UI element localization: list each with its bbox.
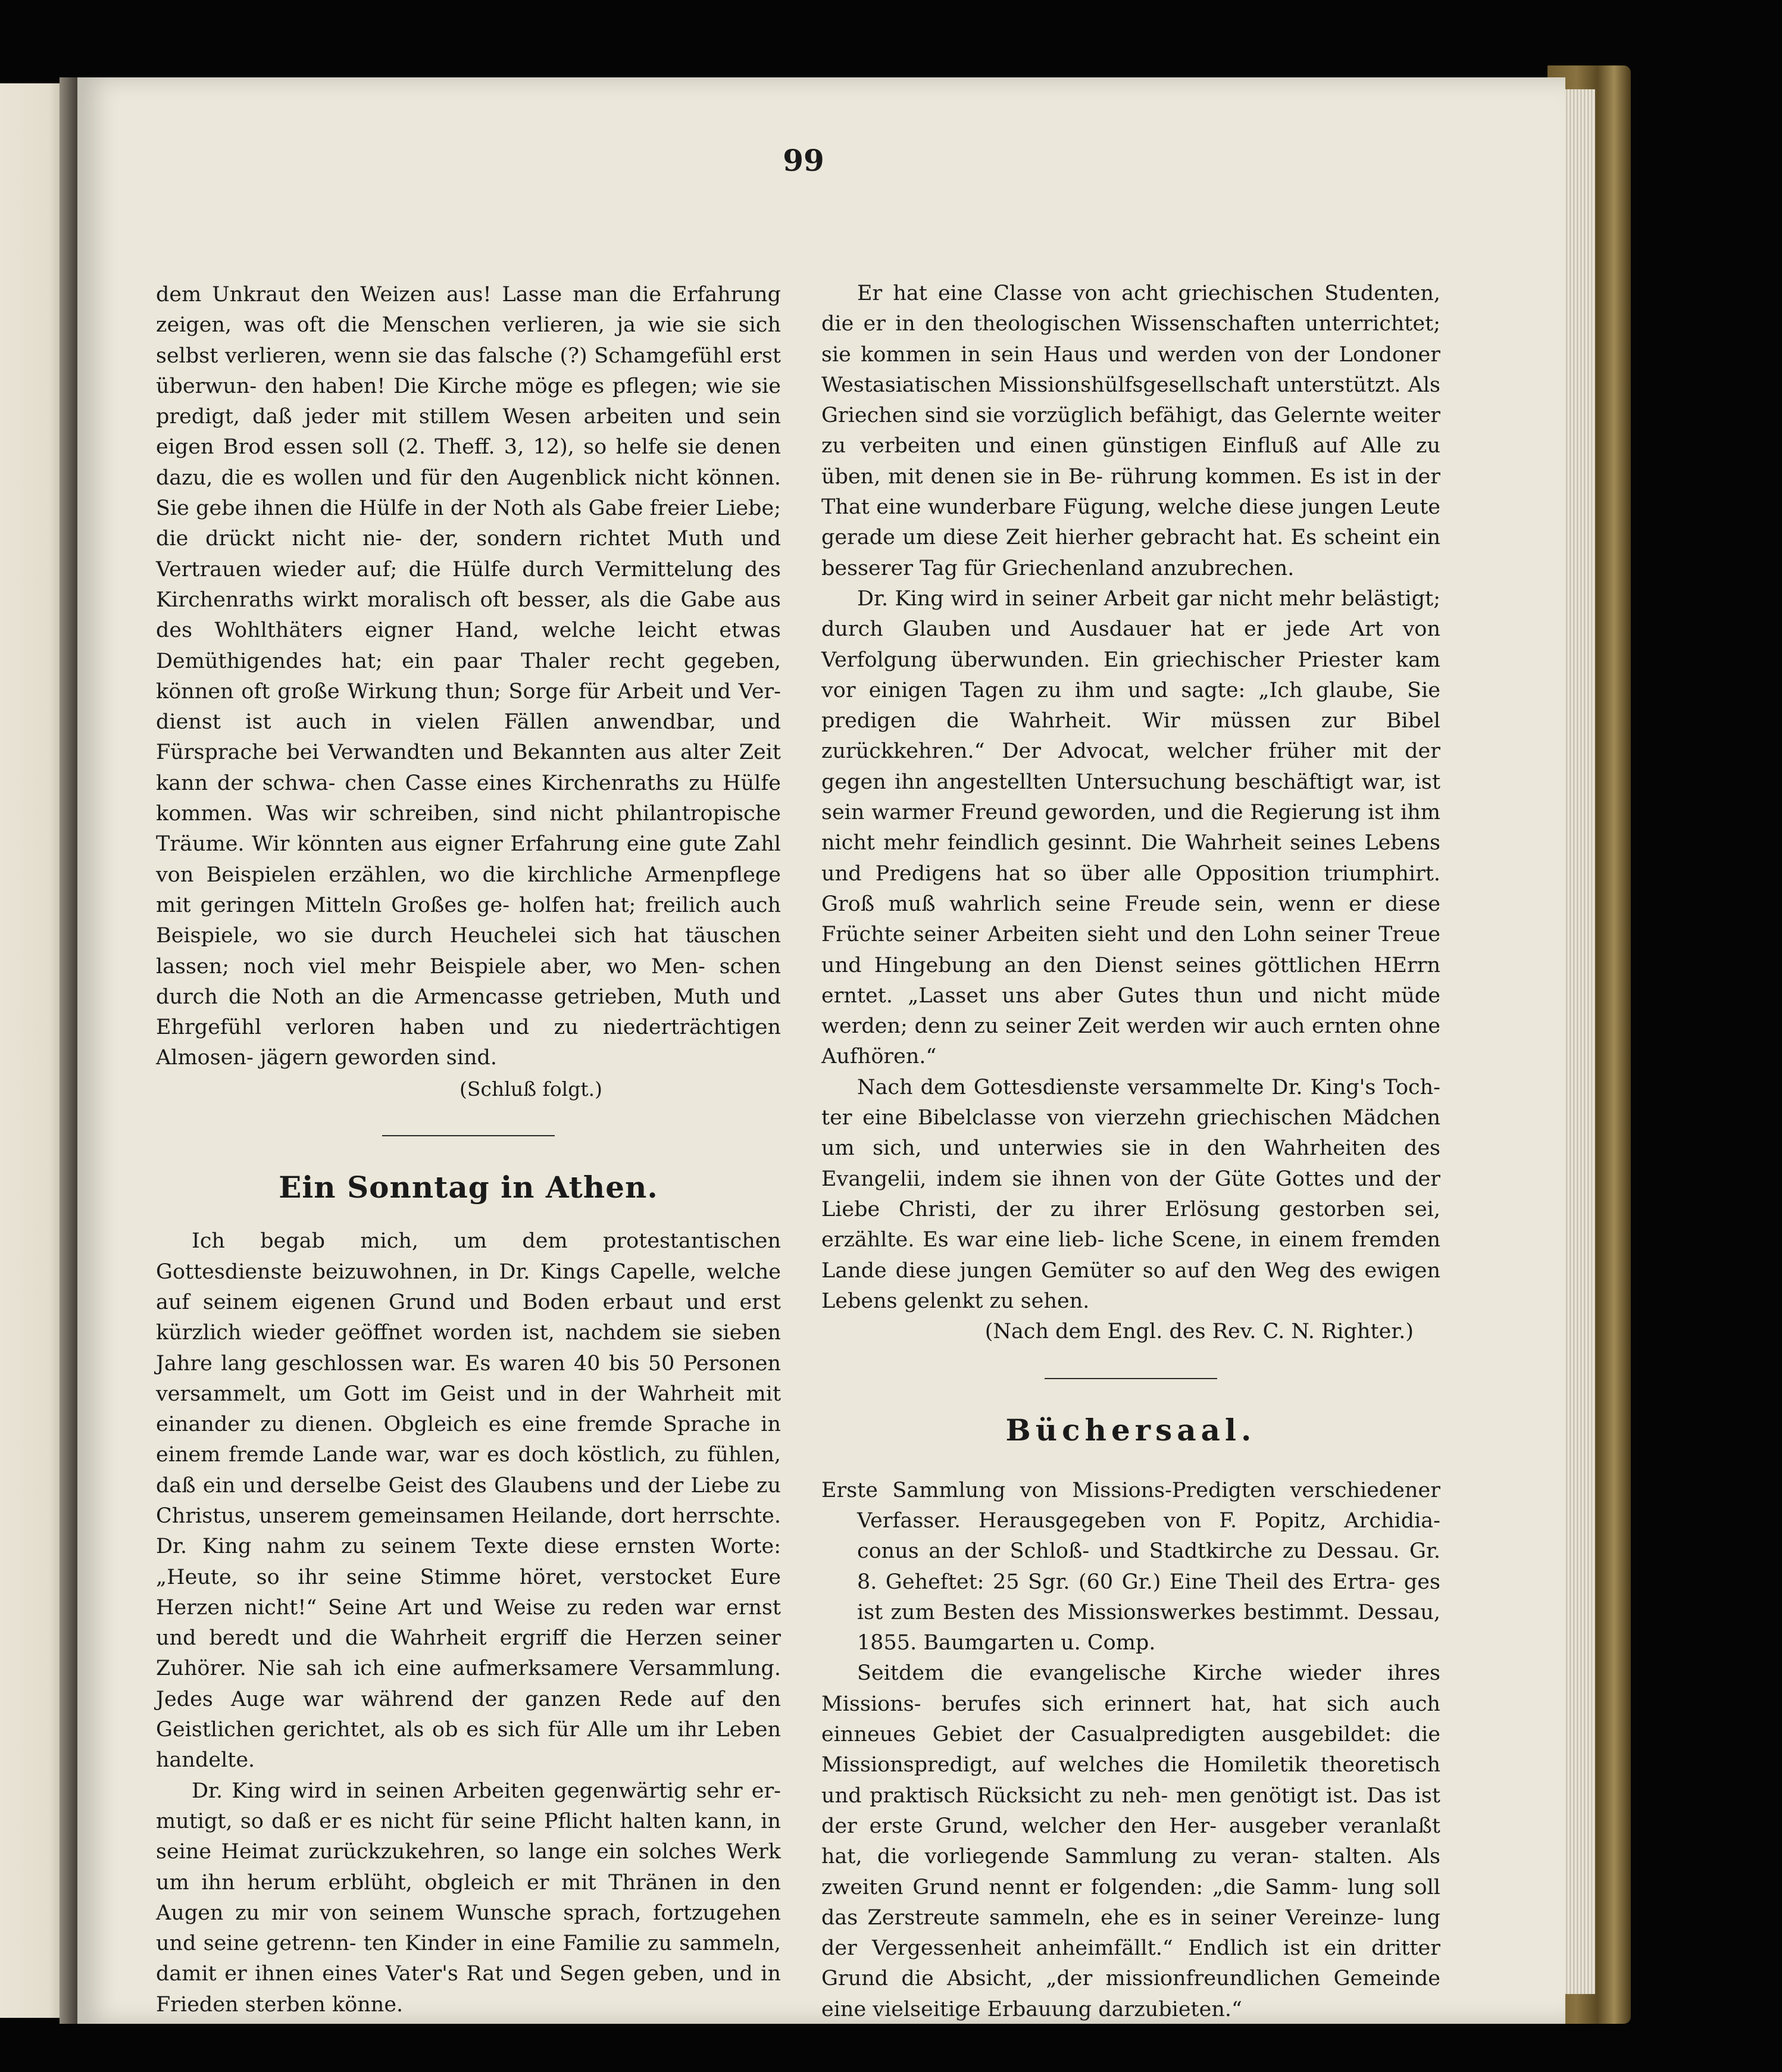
text-line: zeigen, was oft die Menschen verlieren, ja wie sie sich selbst [156,313,781,368]
text-line: werden wir auch ernten ohne Aufhören.“ [821,1014,1440,1069]
text-line: in sein Haus und werden von der Londoner Westasiatischen [821,342,1440,397]
separator-rule [1045,1378,1217,1379]
text-line: vielseitige Erbauung darzubieten.“ [873,1997,1242,2021]
right-column [821,279,1440,2025]
article-heading: Ein Sonntag in Athen. [279,1170,658,1205]
text-line: köstlich, zu fühlen, daß ein und derselbe Geist des Glaubens [156,1443,781,1498]
text-line: etwas Demüthigendes hat; ein paar Thaler recht gegeben, [156,618,781,673]
text-line: Dr. King wird in seiner Arbeit gar nicht mehr belästigt; [857,586,1440,611]
paragraph [821,279,1440,584]
paragraph [156,1776,781,2020]
text-line: den haben! Die Kirche möge es pflegen; wie sie predigt, daß [156,374,781,429]
text-line: mir von seinem Wunsche sprach, fortzugehen und seine getrenn- [156,1901,781,1956]
text-line: günstigen Einfluß auf Alle zu üben, mit denen sie in Be- [821,434,1440,489]
text-line: lung soll das Zerstreute sammeln, ehe es in seiner Vereinze- [821,1875,1440,1930]
text-line: rührung kommen. Es ist in der That eine wunderbare Fügung, [821,464,1441,520]
left-column [156,280,781,2020]
text-line: beredt und die Wahrheit ergriff die Herzen seiner Zuhörer. Nie [156,1626,781,1681]
text-line: hat täuschen lassen; noch viel mehr Beispiele aber, wo Men- [156,924,781,979]
text-line: schen durch die Noth an die Armencasse getrieben, Muth und [156,954,781,1009]
text-line: worden ist, nachdem sie sieben Jahre lang geschlossen war. [156,1321,781,1376]
text-line: bei Verwandten und Bekannten aus alter Zeit kann der schwa- [156,740,781,795]
text-line: ob es sich für Alle um ihr Leben handelte. [156,1718,781,1773]
text-line: Es waren 40 bis 50 Personen versammelt, um Gott im Geist [156,1351,781,1406]
text-line: Worte: „Heute, so ihr seine Stimme höret, verstocket Eure [156,1535,781,1589]
text-line: welches die Homiletik theoretisch und praktisch Rücksicht zu neh- [821,1753,1440,1808]
text-line: fremde Sprache in einem fremde Lande war, war es doch [156,1412,781,1467]
text-line: Erste Sammlung von Missions-Predigten verschiedener [821,1478,1440,1502]
text-line: eigner Erfahrung eine gute Zahl von Beispielen erzählen, wo [156,832,781,887]
text-line: vorzüglich befähigt, das Gelernte weiter zu verbeiten und einen [821,404,1441,458]
text-line: durch Glauben und Ausdauer hat er jede Art von Verfolgung [821,617,1440,672]
text-line: ten Kinder in eine Familie zu sammeln, damit er ihnen eines [156,1932,781,1986]
text-line: Seitdem die evangelische Kirche wieder ihres Missions- [821,1661,1440,1716]
text-line: beizuwohnen, in Dr. Kings Capelle, welche auf seinem eigenen [156,1260,781,1314]
text-line: Grund die Absicht, „der missionfreundlichen Gemeinde eine [821,1967,1440,2021]
text-line: und in der Wahrheit mit einander zu dienen. Obgleich es eine [156,1382,781,1437]
separator-rule [382,1135,555,1136]
text-line: Gr. 8. Geheftet: 25 Sgr. (60 Gr.) Eine Theil des Ertra- [857,1539,1440,1594]
text-line: überwunden. Ein griechischer Priester kam vor einigen Tagen [821,648,1440,702]
text-line: jägern geworden sind. [260,1046,498,1070]
text-line: Herzen nicht!“ Seine Art und Weise zu reden war ernst und [156,1595,781,1651]
text-line: Hülfe in der Noth als Gabe freier Liebe; die drückt nicht nie- [156,496,781,551]
text-line: conus an der Schloß- und Stadtkirche zu Dessau. [857,1539,1410,1564]
text-line: und für den Augenblick nicht können. Sie gebe ihnen die [156,465,781,521]
text-line: zu ihrer Erlösung gestorben sei, erzählte. Es war eine lieb- [821,1197,1440,1252]
text-line: stalten. Als zweiten Grund nennt er folgenden: „die Samm- [821,1845,1440,1899]
text-line: Ich begab mich, um dem protestantischen Gottesdienste [156,1229,781,1284]
paragraph [821,584,1440,1073]
text-line: welche diese jungen Leute gerade um diese Zeit hierher gebracht [821,495,1440,550]
text-line: als die Gabe aus des Wohlthäters eigner Hand, welche leicht [156,587,781,643]
text-line: Vater's Rat und Segen geben, und in Frieden sterben könne. [156,1962,781,2017]
text-line: Casualpredigten ausgebildet: die Missionspredigt, auf [821,1723,1440,1777]
text-line: durch Vermittelung des Kirchenraths wirkt moralisch oft besser, [156,557,781,612]
text-line: dienst ist auch in vielen Fällen anwendbar, und Fürsprache [156,710,781,765]
source-credit: (Nach dem Engl. des Rev. C. N. Righter.) [984,1320,1414,1344]
text-line: liche Scene, in einem fremden Lande diese jungen Gemüter [821,1228,1441,1283]
text-line: holfen hat; freilich auch Beispiele, wo sie durch Heuchelei sich [156,893,781,948]
paragraph [156,1226,781,1776]
text-line: lung der Vergessenheit anheimfällt.“ Endlich ist ein dritter [821,1905,1440,1961]
text-line: sah ich eine aufmerksamere Versammlung. Jedes Auge war [156,1657,781,1711]
text-line: ausgeber veranlaßt hat, die vorliegende Sammlung zu veran- [821,1814,1441,1869]
text-line: an den Dienst seines göttlichen HErrn erntet. „Lasset uns [821,953,1440,1008]
text-line: der, sondern richtet Muth und Vertrauen wieder auf; die Hülfe [156,527,781,582]
text-line: Wir müssen zur Bibel zurückkehren.“ Der Advocat, welcher [821,709,1440,764]
text-line: berufes sich erinnert hat, hat sich auch einneues Gebiet der [821,1692,1440,1747]
section-heading: Büchersaal. [1005,1412,1256,1448]
text-line: zu ihm und sagte: „Ich glaube, Sie predigen die Wahrheit. [821,678,1440,733]
text-line: Grund und Boden erbaut und erst kürzlich wieder geöffnet [156,1290,781,1345]
text-line: hat. Es scheint ein besserer Tag für Griechenland anzubrechen. [821,526,1440,580]
text-line: Missionshülfsgesellschaft unterstützt. Als Griechen sind sie [821,373,1440,428]
paragraph [156,280,781,1074]
text-line: während der ganzen Rede auf den Geistlichen gerichtet, als [156,1687,781,1742]
text-line: können oft große Wirkung thun; Sorge für Arbeit und Ver- [156,679,781,704]
text-line: mutigt, so daß er es nicht für seine Pflicht halten kann, in [156,1809,781,1833]
text-line: und Predigens hat so über alle Opposition triumphirt. Groß [821,861,1440,916]
text-line: dort herrschte. Dr. King nahm zu seinem Texte diese ernsten [156,1504,781,1559]
text-line: ges ist zum Besten des Missionswerkes bestimmt. [857,1570,1440,1624]
text-line: jeder mit stillem Wesen arbeiten und sein eigen Brod essen [156,405,781,460]
text-line: Ehrgefühl verloren haben und zu niederträchtigen Almosen- [156,1015,781,1070]
bibliography-text [821,1476,1440,1659]
text-line: ter eine Bibelclasse von vierzehn griechischen Mädchen um sich, [821,1106,1440,1161]
text-line: schreiben, sind nicht philantropische Träume. Wir könnten aus [156,802,781,857]
text-line: sie ihnen von der Güte Gottes und der Liebe Christi, der [821,1167,1440,1221]
text-line: seine Heimat zurückzukehren, so lange ein solches Werk um [156,1840,781,1895]
text-line: Verfasser. Herausgegeben von F. Popitz, Archidia- [857,1508,1440,1533]
text-line: ihm nicht mehr feindlich gesinnt. Die Wahrheit seines Lebens [821,801,1440,855]
text-line: soll (2. Theff. 3, 12), so helfe sie denen dazu, die es wollen [156,435,781,490]
bibliography-entry [821,1476,1440,1659]
text-line: verlieren, wenn sie das falsche (?) Schamgefühl erst überwun- [156,343,781,398]
text-line: Er hat eine Classe von acht griechischen Studenten, die [821,282,1440,336]
text-line: dem Unkraut den Weizen aus! Lasse man die Erfahrung [156,283,781,307]
text-line: und unterwies sie in den Wahrheiten des Evangelii, indem [821,1136,1440,1191]
page-number: 99 [783,143,824,178]
text-line: und der Liebe zu Christus, unserem gemeinsamen Heilande, [156,1473,781,1528]
paragraph [821,1073,1440,1317]
text-line: war, ist sein warmer Freund geworden, und die Regierung ist [821,770,1441,825]
text-line: Arbeiten sieht und den Lohn seiner Treue und Hingebung [821,923,1440,977]
text-line: chen Casse eines Kirchenraths zu Hülfe kommen. Was wir [156,771,781,826]
text-line: Dessau, 1855. Baumgarten u. Comp. [857,1600,1440,1655]
text-line: men genötigt ist. Das ist der erste Grund, welcher den Her- [821,1783,1440,1838]
text-line: Dr. King wird in seinen Arbeiten gegenwärtig sehr er- [192,1779,781,1803]
text-line: aber Gutes thun und nicht müde werden; denn zu seiner Zeit [821,983,1440,1039]
text-line: ihn herum erblüht, obgleich er mit Thränen in den Augen zu [156,1870,781,1925]
text-line: muß wahrlich seine Freude sein, wenn er diese Früchte seiner [821,892,1440,947]
text-line: früher mit der gegen ihn angestellten Untersuchung beschäftigt [821,739,1440,794]
text-line: er in den theologischen Wissenschaften unterrichtet; sie kommen [821,312,1441,367]
paragraph [821,1658,1440,2025]
text-line: Nach dem Gottesdienste versammelte Dr. King's Toch- [857,1075,1440,1099]
text-line: die kirchliche Armenpflege mit geringen Mitteln Großes ge- [156,862,781,917]
continued-note: (Schluß folgt.) [459,1077,602,1101]
text-line: so auf den Weg des ewigen Lebens gelenkt zu sehen. [821,1258,1440,1313]
